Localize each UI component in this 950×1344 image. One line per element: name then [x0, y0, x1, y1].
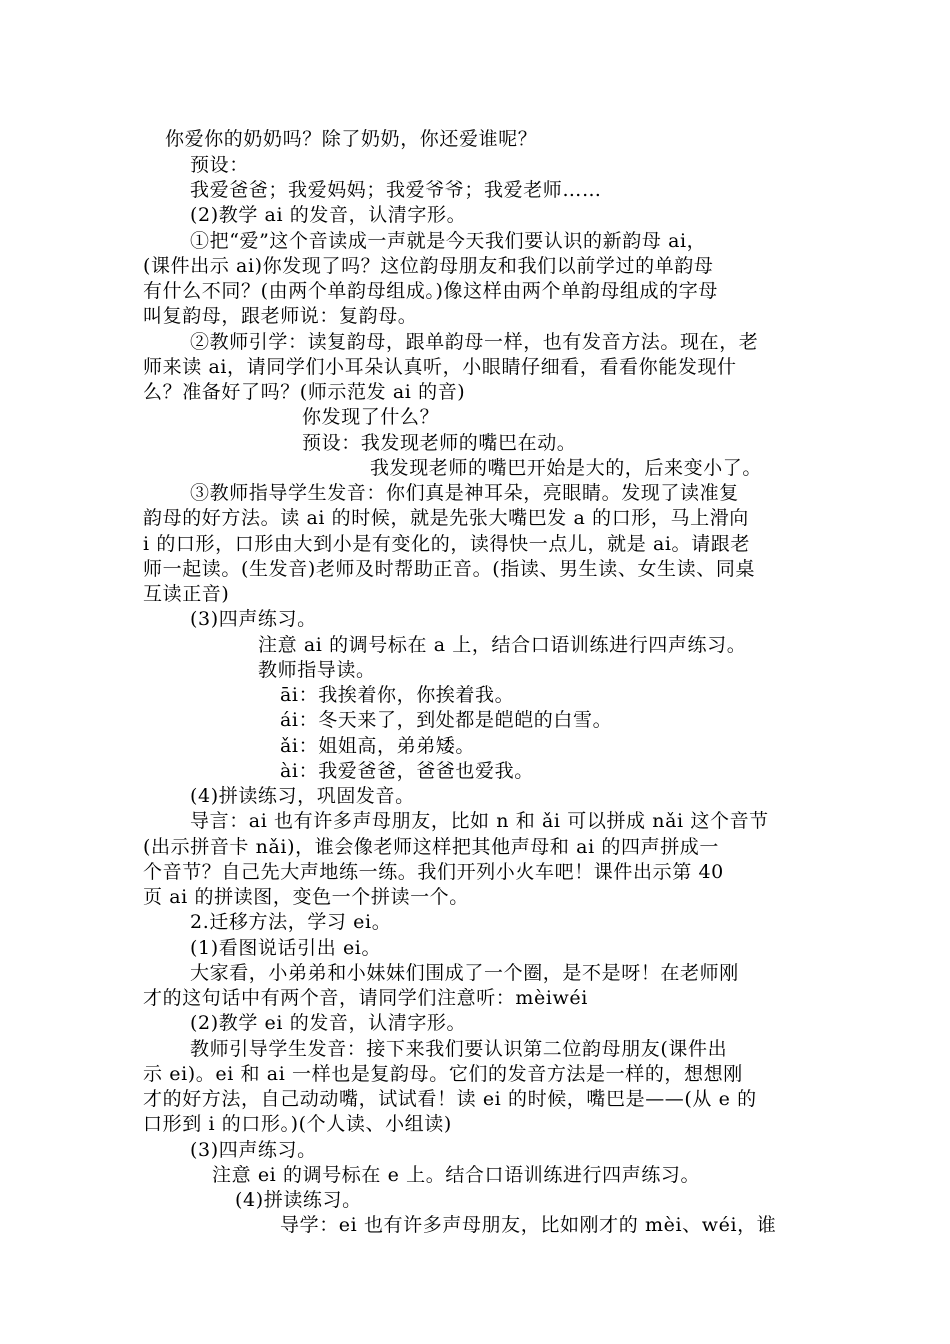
text-line: 师一起读。(生发音)老师及时帮助正音。(指读、男生读、女生读、同桌 [143, 558, 756, 580]
text-line: ②教师引学：读复韵母，跟单韵母一样，也有发音方法。现在，老 [190, 331, 759, 353]
text-line: 叫复韵母，跟老师说：复韵母。 [143, 305, 418, 327]
text-line: ài：我爱爸爸，爸爸也爱我。 [280, 760, 534, 782]
text-line: (3)四声练习。 [190, 1139, 317, 1161]
text-line: (课件出示 ai)你发现了吗？这位韵母朋友和我们以前学过的单韵母 [143, 255, 714, 277]
text-line: 口形到 i 的口形。)(个人读、小组读) [143, 1113, 452, 1135]
text-line: 页 ai 的拼读图，变色一个拼读一个。 [143, 886, 469, 908]
text-line: (4)拼读练习。 [235, 1189, 362, 1211]
text-line: ①把“爱”这个音读成一声就是今天我们要认识的新韵母 ai， [190, 230, 707, 252]
text-line: ǎi：姐姐高，弟弟矮。 [280, 735, 476, 757]
text-line: 互读正音) [143, 583, 230, 605]
text-line: 示 ei)。ei 和 ai 一样也是复韵母。它们的发音方法是一样的，想想刚 [143, 1063, 743, 1085]
text-line: (出示拼音卡 nǎi)，谁会像老师这样把其他声母和 ai 的四声拼成一 [143, 836, 719, 858]
text-line: 导言：ai 也有许多声母朋友，比如 n 和 ǎi 可以拼成 nǎi 这个音节 [190, 810, 769, 832]
text-line: (2)教学 ei 的发音，认清字形。 [190, 1012, 467, 1034]
text-line: (4)拼读练习，巩固发音。 [190, 785, 415, 807]
text-line: 注意 ei 的调号标在 e 上。结合口语训练进行四声练习。 [212, 1164, 701, 1186]
text-line: 教师引导学生发音：接下来我们要认识第二位韵母朋友(课件出 [190, 1038, 728, 1060]
text-line: i 的口形，口形由大到小是有变化的，读得快一点儿，就是 ai。请跟老 [143, 533, 750, 555]
text-line: 大家看，小弟弟和小妹妹们围成了一个圈，是不是呀！在老师刚 [190, 962, 739, 984]
text-line: 个音节？自己先大声地练一练。我们开列小火车吧！课件出示第 40 [143, 861, 724, 883]
text-line: ③教师指导学生发音：你们真是神耳朵，亮眼睛。发现了读准复 [190, 482, 739, 504]
text-line: āi：我挨着你，你挨着我。 [280, 684, 515, 706]
text-line: 师来读 ai，请同学们小耳朵认真听，小眼睛仔细看，看看你能发现什 [143, 356, 737, 378]
text-line: 有什么不同？(由两个单韵母组成。)像这样由两个单韵母组成的字母 [143, 280, 718, 302]
text-line: 韵母的好方法。读 ai 的时候，就是先张大嘴巴发 a 的口形，马上滑向 [143, 507, 749, 529]
text-line: 才的好方法，自己动动嘴，试试看！读 ei 的时候，嘴巴是——(从 e 的 [143, 1088, 757, 1110]
text-line: 预设： [190, 154, 249, 176]
text-line: 你爱你的奶奶吗？除了奶奶，你还爱谁呢？ [165, 128, 538, 150]
text-line: 我爱爸爸；我爱妈妈；我爱爷爷；我爱老师…… [190, 179, 602, 201]
text-line: 2.迁移方法，学习 ei。 [190, 911, 392, 933]
text-line: 么？准备好了吗？(师示范发 ai 的音) [143, 381, 466, 403]
text-line: 教师指导读。 [258, 659, 376, 681]
text-line: 注意 ai 的调号标在 a 上，结合口语训练进行四声练习。 [258, 634, 747, 656]
text-line: 才的这句话中有两个音，请同学们注意听：mèiwéi [143, 987, 588, 1009]
text-line: 导学：ei 也有许多声母朋友，比如刚才的 mèi、wéi，谁 [280, 1214, 777, 1236]
text-line: 你发现了什么？ [302, 406, 440, 428]
text-line: (3)四声练习。 [190, 608, 317, 630]
text-line: ái：冬天来了，到处都是皑皑的白雪。 [280, 709, 613, 731]
text-line: 我发现老师的嘴巴开始是大的，后来变小了。 [370, 457, 763, 479]
text-line: (1)看图说话引出 ei。 [190, 937, 382, 959]
text-line: (2)教学 ai 的发音，认清字形。 [190, 204, 467, 226]
text-line: 预设：我发现老师的嘴巴在动。 [302, 432, 577, 454]
